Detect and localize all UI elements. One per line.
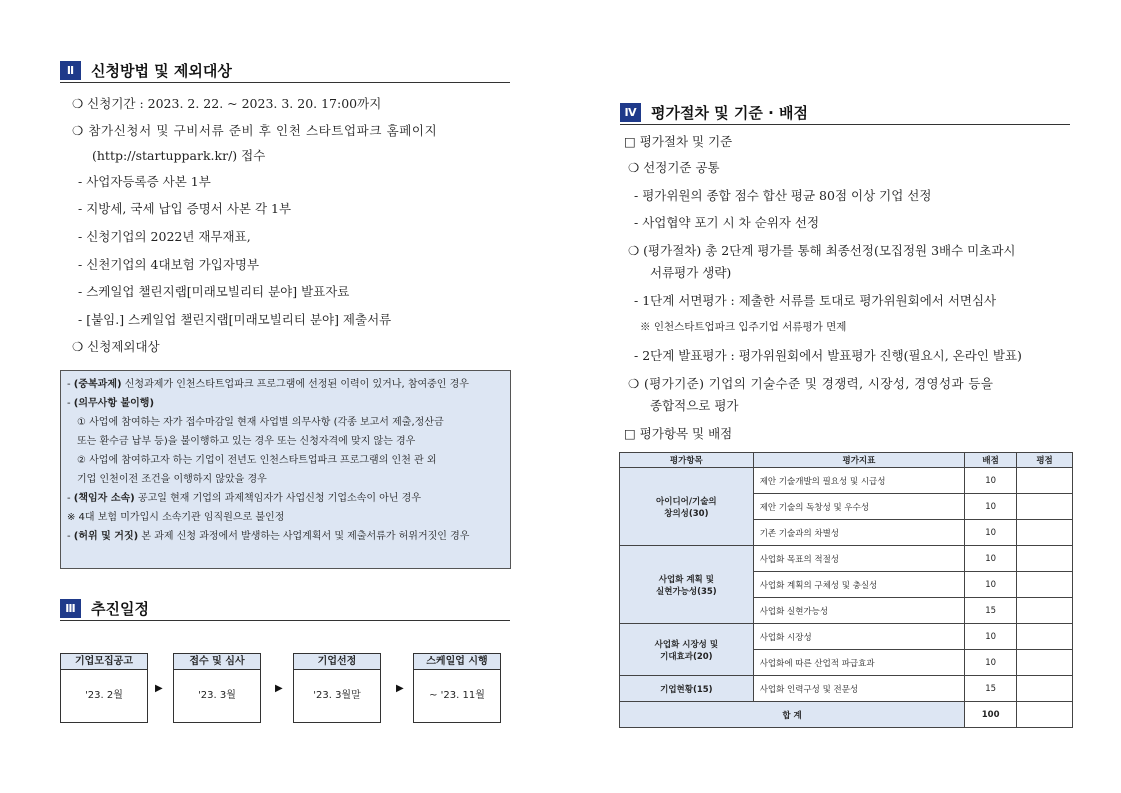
indicator-cell: 사업화 시장성 [753, 624, 964, 650]
exclusion-line: 또는 환수금 납부 등)을 불이행하고 있는 경우 또는 신청자격에 맞지 않는 경우 [77, 436, 416, 447]
column-header: 배점 [965, 453, 1017, 468]
section-3-number: Ⅲ [60, 599, 81, 618]
doc-item: - [붙임.] 스케일업 챌린지랩[미래모빌리티 분야] 제출서류 [78, 312, 392, 327]
schedule-step [293, 653, 381, 723]
rating-cell [1017, 676, 1073, 702]
schedule-step-label: 기업모집공고 [61, 654, 147, 670]
indicator-cell: 사업화에 따른 산업적 파급효과 [753, 650, 964, 676]
column-header: 평가지표 [753, 453, 964, 468]
indicator-cell: 사업화 계획의 구체성 및 충실성 [753, 572, 964, 598]
score-cell: 15 [965, 598, 1017, 624]
section-3-title: 추진일정 [91, 599, 149, 618]
section-2-number: Ⅱ [60, 61, 81, 80]
rating-cell [1017, 702, 1073, 728]
rating-cell [1017, 598, 1073, 624]
schedule-step-date: ~ '23. 11월 [429, 690, 485, 701]
indicator-cell: 사업화 목표의 적절성 [753, 546, 964, 572]
criteria-item: - 평가위원의 종합 점수 합산 평균 80점 이상 기업 선정 [634, 188, 932, 203]
exclusion-note: ※ 4대 보험 미가입시 소속기관 임직원으로 불인정 [67, 512, 285, 523]
indicator-cell: 제안 기술의 독창성 및 우수성 [753, 494, 964, 520]
apply-method-url: (http://startuppark.kr/) 접수 [92, 148, 266, 163]
criteria-item: - 사업협약 포기 시 차 순위자 선정 [634, 215, 820, 230]
criteria-item: ❍ (평가기준) 기업의 기술수준 및 경쟁력, 시장성, 경영성과 등을 [628, 376, 994, 391]
arrow-right-icon: ▶ [396, 683, 404, 694]
schedule-step-date: '23. 3월 [198, 690, 236, 701]
rating-cell [1017, 546, 1073, 572]
column-header: 평점 [1017, 453, 1073, 468]
section-2-header [60, 60, 510, 83]
criteria-item: - 2단계 발표평가 : 평가위원회에서 발표평가 진행(필요시, 온라인 발표) [634, 348, 1022, 363]
apply-period: ❍ 신청기간 : 2023. 2. 22. ~ 2023. 3. 20. 17:00까지 [72, 96, 382, 111]
score-table [619, 452, 1073, 728]
schedule-step-label: 접수 및 심사 [174, 654, 260, 670]
section-4-header [620, 102, 1070, 125]
category-cell: 사업화 계획 및 실현가능성(35) [620, 546, 754, 624]
category-cell: 기업현황(15) [620, 676, 754, 702]
exclusion-heading: ❍ 신청제외대상 [72, 339, 160, 354]
rating-cell [1017, 572, 1073, 598]
exclusion-line: - (의무사항 불이행) [67, 398, 155, 409]
score-cell: 10 [965, 546, 1017, 572]
rating-cell [1017, 520, 1073, 546]
section-4-title: 평가절차 및 기준 · 배점 [651, 103, 808, 122]
exclusion-box [60, 370, 511, 569]
exclusion-line: ① 사업에 참여하는 자가 접수마감일 현재 사업별 의무사항 (각종 보고서 제출,정산금 [77, 417, 444, 428]
score-cell: 10 [965, 494, 1017, 520]
section-2-title: 신청방법 및 제외대상 [91, 61, 232, 80]
doc-item: - 스케일업 챌린지랩[미래모빌리티 분야] 발표자료 [78, 284, 350, 299]
schedule-step-label: 기업선정 [294, 654, 380, 670]
category-cell: 아이디어/기술의 창의성(30) [620, 468, 754, 546]
doc-item: - 신청기업의 2022년 재무재표, [78, 229, 251, 244]
total-label: 합 계 [620, 702, 965, 728]
indicator-cell: 사업화 인력구성 및 전문성 [753, 676, 964, 702]
rating-cell [1017, 494, 1073, 520]
score-cell: 10 [965, 468, 1017, 494]
schedule-step [60, 653, 148, 723]
indicator-cell: 기존 기술과의 차별성 [753, 520, 964, 546]
score-cell: 10 [965, 572, 1017, 598]
exclusion-line: - (중복과제) 신청과제가 인천스타트업파크 프로그램에 선정된 이력이 있거나, 참여중인 경우 [67, 379, 469, 390]
criteria-note: ※ 인천스타트업파크 입주기업 서류평가 면제 [640, 321, 847, 333]
indicator-cell: 제안 기술개발의 필요성 및 시급성 [753, 468, 964, 494]
score-cell: 10 [965, 624, 1017, 650]
exclusion-line: 기업 인천이전 조건을 이행하지 않았을 경우 [77, 474, 267, 485]
doc-item: - 신천기업의 4대보험 가입자명부 [78, 257, 260, 272]
score-cell: 10 [965, 520, 1017, 546]
arrow-right-icon: ▶ [155, 683, 163, 694]
schedule-step-date: '23. 3월말 [313, 690, 361, 701]
schedule-step-label: 스케일업 시행 [414, 654, 500, 670]
rating-cell [1017, 624, 1073, 650]
schedule-step-date: '23. 2월 [85, 690, 123, 701]
score-cell: 10 [965, 650, 1017, 676]
apply-method: ❍ 참가신청서 및 구비서류 준비 후 인천 스타트업파크 홈페이지 [72, 123, 438, 138]
indicator-cell: 사업화 실현가능성 [753, 598, 964, 624]
criteria-item: ❍ 선정기준 공통 [628, 160, 720, 175]
doc-item: - 지방세, 국세 납입 증명서 사본 각 1부 [78, 201, 292, 216]
criteria-item: - 1단계 서면평가 : 제출한 서류를 토대로 평가위원회에서 서면심사 [634, 293, 997, 308]
criteria-item: 종합적으로 평가 [650, 398, 739, 413]
table-header-row [620, 453, 1073, 468]
table-row [620, 676, 1073, 702]
rating-cell [1017, 650, 1073, 676]
score-heading: □ 평가항목 및 배점 [624, 426, 733, 441]
criteria-item: 서류평가 생략) [650, 265, 732, 280]
schedule-step [413, 653, 501, 723]
doc-item: - 사업자등록증 사본 1부 [78, 174, 211, 189]
exclusion-line: ② 사업에 참여하고자 하는 기업이 전년도 인천스타트업파크 프로그램의 인천 관 외 [77, 455, 437, 466]
rating-cell [1017, 468, 1073, 494]
table-row [620, 546, 1073, 572]
criteria-item: ❍ (평가절차) 총 2단계 평가를 통해 최종선정(모집정원 3배수 미초과시 [628, 243, 1016, 258]
column-header: 평가항목 [620, 453, 754, 468]
exclusion-line: - (허위 및 거짓) 본 과제 신청 과정에서 발생하는 사업계획서 및 제출서류가 허위거짓인 경우 [67, 531, 470, 542]
arrow-right-icon: ▶ [275, 683, 283, 694]
total-score: 100 [965, 702, 1017, 728]
criteria-heading: □ 평가절차 및 기준 [624, 134, 733, 149]
section-3-header [60, 598, 510, 621]
category-cell: 사업화 시장성 및 기대효과(20) [620, 624, 754, 676]
exclusion-line: - (책임자 소속) 공고일 현재 기업의 과제책임자가 사업신청 기업소속이 아닌 경우 [67, 493, 421, 504]
table-row [620, 468, 1073, 494]
table-total-row [620, 702, 1073, 728]
score-cell: 15 [965, 676, 1017, 702]
section-4-number: Ⅳ [620, 103, 641, 122]
table-row [620, 624, 1073, 650]
schedule-step [173, 653, 261, 723]
